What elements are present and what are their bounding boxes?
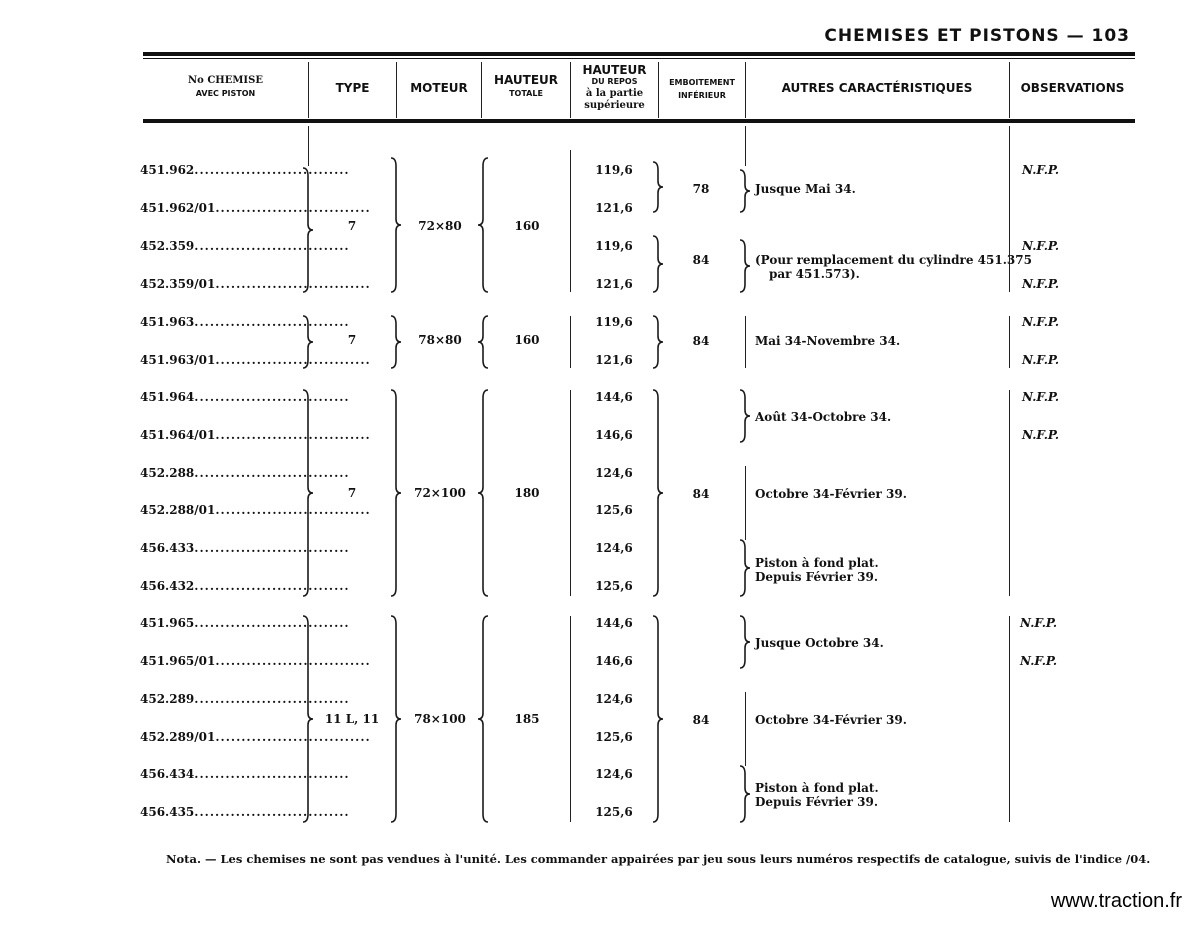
autres-value: Août 34-Octobre 34. (755, 410, 892, 424)
autres-value: par 451.573). (769, 267, 860, 281)
observation-value: N.F.P. (1020, 654, 1058, 668)
repos-value: 125,6 (595, 730, 633, 744)
table-row-ref: 452.289.............................. (140, 692, 350, 706)
observation-value: N.F.P. (1022, 390, 1060, 404)
brace-mark (740, 540, 750, 596)
moteur-value: 78×100 (414, 712, 466, 726)
repos-value: 119,6 (595, 315, 633, 329)
column-header-emboitement: EMBOITEMENT INFÉRIEUR (669, 78, 735, 100)
column-header-moteur: MOTEUR (410, 81, 468, 95)
table-row-ref: 451.964.............................. (140, 390, 350, 404)
repos-value: 125,6 (595, 503, 633, 517)
column-header-autres: AUTRES CARACTÉRISTIQUES (781, 81, 973, 95)
brace-mark (740, 240, 750, 292)
autres-value: Mai 34-Novembre 34. (755, 334, 901, 348)
footnote-label: Nota. (166, 852, 201, 866)
footnote (166, 852, 1150, 866)
brace-mark (740, 170, 750, 212)
brace-mark (391, 616, 401, 822)
repos-value: 146,6 (595, 654, 633, 668)
autres-value: Depuis Février 39. (755, 795, 879, 809)
type-value: 7 (347, 219, 357, 233)
brace-mark (303, 168, 313, 292)
table-row-ref: 456.432.............................. (140, 579, 350, 593)
table-row-ref: 451.962.............................. (140, 163, 350, 177)
moteur-value: 72×80 (418, 219, 462, 233)
observation-value: N.F.P. (1022, 315, 1060, 329)
repos-value: 125,6 (595, 579, 633, 593)
table-row-ref: 451.963.............................. (140, 315, 350, 329)
brace-mark (740, 766, 750, 822)
repos-value: 121,6 (595, 201, 633, 215)
table-row-ref: 451.963/01.............................. (140, 353, 371, 367)
observation-value: N.F.P. (1022, 277, 1060, 291)
moteur-value: 72×100 (414, 486, 466, 500)
hauteur-value: 160 (514, 333, 540, 347)
autres-value: Octobre 34-Février 39. (755, 487, 907, 501)
autres-value: Depuis Février 39. (755, 570, 879, 584)
repos-value: 124,6 (595, 466, 633, 480)
repos-value: 119,6 (595, 239, 633, 253)
table-row-ref: 451.964/01.............................. (140, 428, 371, 442)
table-row-ref: 456.435.............................. (140, 805, 350, 819)
repos-value: 121,6 (595, 277, 633, 291)
autres-value: Jusque Octobre 34. (755, 636, 884, 650)
observation-value: N.F.P. (1022, 163, 1060, 177)
observation-value: N.F.P. (1022, 353, 1060, 367)
table-row-ref: 456.433.............................. (140, 541, 350, 555)
observation-value: N.F.P. (1022, 428, 1060, 442)
autres-value: Jusque Mai 34. (755, 182, 856, 196)
repos-value: 125,6 (595, 805, 633, 819)
brace-mark (740, 390, 750, 442)
brace-mark (391, 316, 401, 368)
table-row-ref: 452.289/01.............................. (140, 730, 371, 744)
table-row-ref: 452.288/01.............................. (140, 503, 371, 517)
watermark: www.traction.fr (1050, 890, 1182, 912)
column-header-repos: HAUTEUR DU REPOS à la partie supérieure (582, 63, 647, 111)
brace-mark (740, 616, 750, 668)
autres-value: Piston à fond plat. (755, 556, 879, 570)
table-row-ref: 452.288.............................. (140, 466, 350, 480)
brace-mark (653, 390, 663, 596)
column-header-chemise: No CHEMISE AVEC PISTON (188, 75, 263, 98)
hauteur-value: 180 (514, 486, 540, 500)
type-value: 11 L, 11 (324, 712, 380, 726)
observation-value: N.F.P. (1022, 239, 1060, 253)
repos-value: 124,6 (595, 541, 633, 555)
hauteur-value: 185 (514, 712, 540, 726)
emboitement-value: 84 (692, 487, 710, 501)
brace-mark (391, 390, 401, 596)
brace-mark (303, 616, 313, 822)
emboitement-value: 84 (692, 713, 710, 727)
brace-mark (478, 316, 488, 368)
observation-value: N.F.P. (1020, 616, 1058, 630)
brace-mark (478, 390, 488, 596)
type-value: 7 (347, 486, 357, 500)
column-header-type: TYPE (335, 81, 370, 95)
hauteur-value: 160 (514, 219, 540, 233)
table-row-ref: 452.359/01.............................. (140, 277, 371, 291)
page-title: CHEMISES ET PISTONS — 103 (824, 26, 1130, 46)
brace-mark (653, 162, 663, 212)
table-row-ref: 456.434.............................. (140, 767, 350, 781)
brace-mark (303, 390, 313, 596)
repos-value: 124,6 (595, 692, 633, 706)
repos-value: 119,6 (595, 163, 633, 177)
emboitement-value: 84 (692, 253, 710, 267)
autres-value: Octobre 34-Février 39. (755, 713, 907, 727)
footnote-text: — Les chemises ne sont pas vendues à l'unité. Les commander appairées par jeu sous leurs numéros respectifs de catalogue, suivis de l'indice /04. (200, 852, 1151, 866)
column-header-hauteur: HAUTEUR TOTALE (493, 73, 559, 98)
brace-mark (653, 316, 663, 368)
autres-value: Piston à fond plat. (755, 781, 879, 795)
table-row-ref: 451.965.............................. (140, 616, 350, 630)
column-header-observations: OBSERVATIONS (1020, 81, 1125, 95)
brace-mark (478, 616, 488, 822)
table-row-ref: 451.965/01.............................. (140, 654, 371, 668)
table-row-ref: 452.359.............................. (140, 239, 350, 253)
autres-value: (Pour remplacement du cylindre 451.375 (755, 253, 1032, 267)
repos-value: 146,6 (595, 428, 633, 442)
emboitement-value: 84 (692, 334, 710, 348)
brace-mark (478, 158, 488, 292)
table-row-ref: 451.962/01.............................. (140, 201, 371, 215)
repos-value: 121,6 (595, 353, 633, 367)
repos-value: 124,6 (595, 767, 633, 781)
brace-mark (653, 236, 663, 292)
repos-value: 144,6 (595, 616, 633, 630)
brace-mark (391, 158, 401, 292)
brace-mark (653, 616, 663, 822)
repos-value: 144,6 (595, 390, 633, 404)
moteur-value: 78×80 (418, 333, 462, 347)
type-value: 7 (347, 333, 357, 347)
emboitement-value: 78 (692, 182, 710, 196)
